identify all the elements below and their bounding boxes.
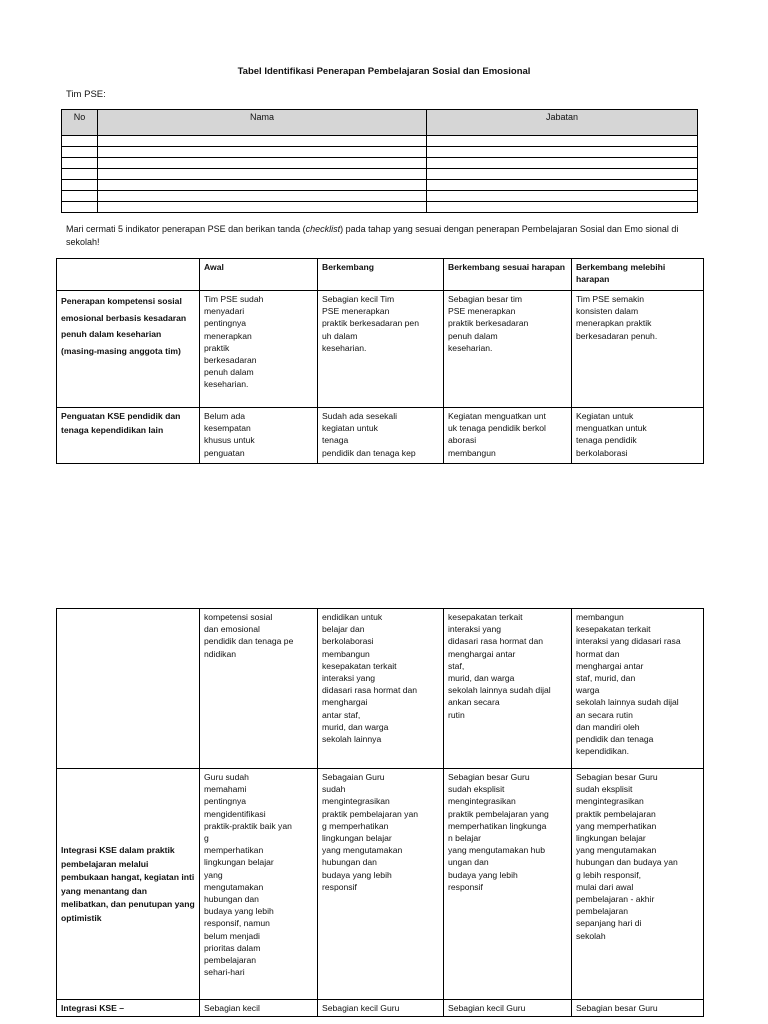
table-cell[interactable]: [62, 147, 98, 158]
column-header-sesuai-harapan: Berkembang sesuai harapan: [444, 259, 572, 291]
table-row: [62, 136, 698, 147]
table-row: [62, 191, 698, 202]
table-row: [62, 202, 698, 213]
stage-cell[interactable]: Sebagian besar Guru: [572, 1000, 704, 1017]
table-cell[interactable]: [62, 202, 98, 213]
indicator-cell: Integrasi KSE dalam praktik pembelajaran melalui pembukaan hangat, kegiatan inti yang menantang dan melibatkan, dan penutupan yang optimistik: [57, 769, 200, 1000]
column-header-melebihi-harapan: Berkembang melebihi harapan: [572, 259, 704, 291]
stage-cell[interactable]: Kegiatan menguatkan unt uk tenaga pendidik berkol aborasi membangun: [444, 408, 572, 464]
table-cell[interactable]: [427, 136, 698, 147]
table-cell[interactable]: [427, 202, 698, 213]
stage-cell[interactable]: Sudah ada sesekali kegiatan untuk tenaga pendidik dan tenaga kep: [318, 408, 444, 464]
table-row: [62, 169, 698, 180]
table-cell[interactable]: [62, 158, 98, 169]
stage-cell[interactable]: Tim PSE semakin konsisten dalam menerapkan praktik berkesadaran penuh.: [572, 291, 704, 408]
table-cell[interactable]: [427, 169, 698, 180]
stage-cell[interactable]: Sebagian besar tim PSE menerapkan praktik berkesadaran penuh dalam keseharian.: [444, 291, 572, 408]
indicator-cell: Penguatan KSE pendidik dan tenaga kependidikan lain: [57, 408, 200, 464]
team-label: Tim PSE:: [66, 89, 106, 100]
table-row: [62, 147, 698, 158]
table-cell[interactable]: [62, 169, 98, 180]
stage-cell[interactable]: Guru sudah memahami pentingnya mengidentifikasi praktik-praktik baik yan g memperhatikan lingkungan belajar yang mengutamakan hubungan dan budaya yang lebih responsif, namun belum menjadi prioritas dalam pembelajaran sehari-hari: [200, 769, 318, 1000]
table-row: [62, 158, 698, 169]
table-cell[interactable]: [98, 136, 427, 147]
stage-cell[interactable]: Sebagaian Guru sudah mengintegrasikan praktik pembelajaran yan g memperhatikan lingkungan belajar yang mengutamakan hubungan dan budaya yang lebih responsif: [318, 769, 444, 1000]
column-header-jabatan: Jabatan: [427, 110, 698, 136]
stage-cell[interactable]: Sebagian kecil Guru: [318, 1000, 444, 1017]
stage-cell[interactable]: Tim PSE sudah menyadari pentingnya menerapkan praktik berkesadaran penuh dalam keseharian.: [200, 291, 318, 408]
pse-table-page-2: [56, 608, 704, 1017]
indicator-cell: Integrasi KSE –: [57, 1000, 200, 1017]
table-cell[interactable]: [98, 169, 427, 180]
table-cell[interactable]: [98, 202, 427, 213]
pse-table-page-1: [56, 258, 704, 464]
table-cell[interactable]: [427, 158, 698, 169]
table-cell[interactable]: [427, 191, 698, 202]
document-title: Tabel Identifikasi Penerapan Pembelajaran Sosial dan Emosional: [237, 66, 531, 77]
stage-cell[interactable]: endidikan untuk belajar dan berkolaborasi membangun kesepakatan terkait interaksi yang didasari rasa hormat dan menghargai antar staf, murid, dan warga sekolah lainnya: [318, 609, 444, 769]
instruction-part: Mari cermati 5 indikator penerapan PSE dan berikan tanda (: [66, 224, 306, 234]
indicator-cell: Penerapan kompetensi sosial emosional berbasis kesadaran penuh dalam keseharian (masing-masing anggota tim): [57, 291, 200, 408]
table-cell[interactable]: [62, 191, 98, 202]
table-row: [57, 1000, 704, 1017]
table-row: [57, 769, 704, 1000]
table-cell[interactable]: [98, 147, 427, 158]
pse-table-header: [57, 259, 704, 291]
instruction-part: ) pada tahap yang sesuai dengan penerapan Pembelajaran Sosial dan Emo sional di sekolah!: [66, 224, 679, 247]
team-table-header: [62, 110, 698, 136]
stage-cell[interactable]: Sebagian besar Guru sudah eksplisit mengintegrasikan praktik pembelajaran yang memperhatikan lingkunga n belajar yang mengutamakan hub ungan dan budaya yang lebih responsif: [444, 769, 572, 1000]
table-row: [57, 408, 704, 464]
stage-cell[interactable]: Belum ada kesempatan khusus untuk penguatan: [200, 408, 318, 464]
table-cell[interactable]: [98, 191, 427, 202]
table-cell[interactable]: [98, 180, 427, 191]
column-header-awal: Awal: [200, 259, 318, 291]
table-cell[interactable]: [62, 136, 98, 147]
column-header-nama: Nama: [98, 110, 427, 136]
stage-cell[interactable]: Sebagian kecil Tim PSE menerapkan praktik berkesadaran pen uh dalam keseharian.: [318, 291, 444, 408]
column-header-no: No: [62, 110, 98, 136]
table-row: [62, 180, 698, 191]
column-header-berkembang: Berkembang: [318, 259, 444, 291]
table-row: [57, 291, 704, 408]
stage-cell[interactable]: Sebagian kecil Guru: [444, 1000, 572, 1017]
instruction-italic: checklist: [305, 224, 341, 234]
stage-cell[interactable]: kesepakatan terkait interaksi yang didasari rasa hormat dan menghargai antar staf, murid, dan warga sekolah lainnya sudah dijal ankan secara rutin: [444, 609, 572, 769]
table-cell[interactable]: [427, 147, 698, 158]
table-row: [57, 609, 704, 769]
stage-cell[interactable]: membangun kesepakatan terkait interaksi yang didasari rasa hormat dan menghargai antar staf, murid, dan warga sekolah lainnya sudah dijal an secara rutin dan mandiri oleh pendidik dan tenaga kependidikan.: [572, 609, 704, 769]
table-cell[interactable]: [427, 180, 698, 191]
instruction-text: [66, 223, 706, 249]
column-header-indicator: [57, 259, 200, 291]
stage-cell[interactable]: Kegiatan untuk menguatkan untuk tenaga pendidik berkolaborasi: [572, 408, 704, 464]
table-cell[interactable]: [62, 180, 98, 191]
indicator-cell: [57, 609, 200, 769]
table-cell[interactable]: [98, 158, 427, 169]
stage-cell[interactable]: Sebagian besar Guru sudah eksplisit mengintegrasikan praktik pembelajaran yang memperhatikan lingkungan belajar yang mengutamakan hubungan dan budaya yan g lebih responsif, mulai dari awal pembelajaran - akhir pembelajaran sepanjang hari di sekolah: [572, 769, 704, 1000]
team-table: [61, 109, 698, 213]
stage-cell[interactable]: Sebagian kecil: [200, 1000, 318, 1017]
stage-cell[interactable]: kompetensi sosial dan emosional pendidik dan tenaga pe ndidikan: [200, 609, 318, 769]
